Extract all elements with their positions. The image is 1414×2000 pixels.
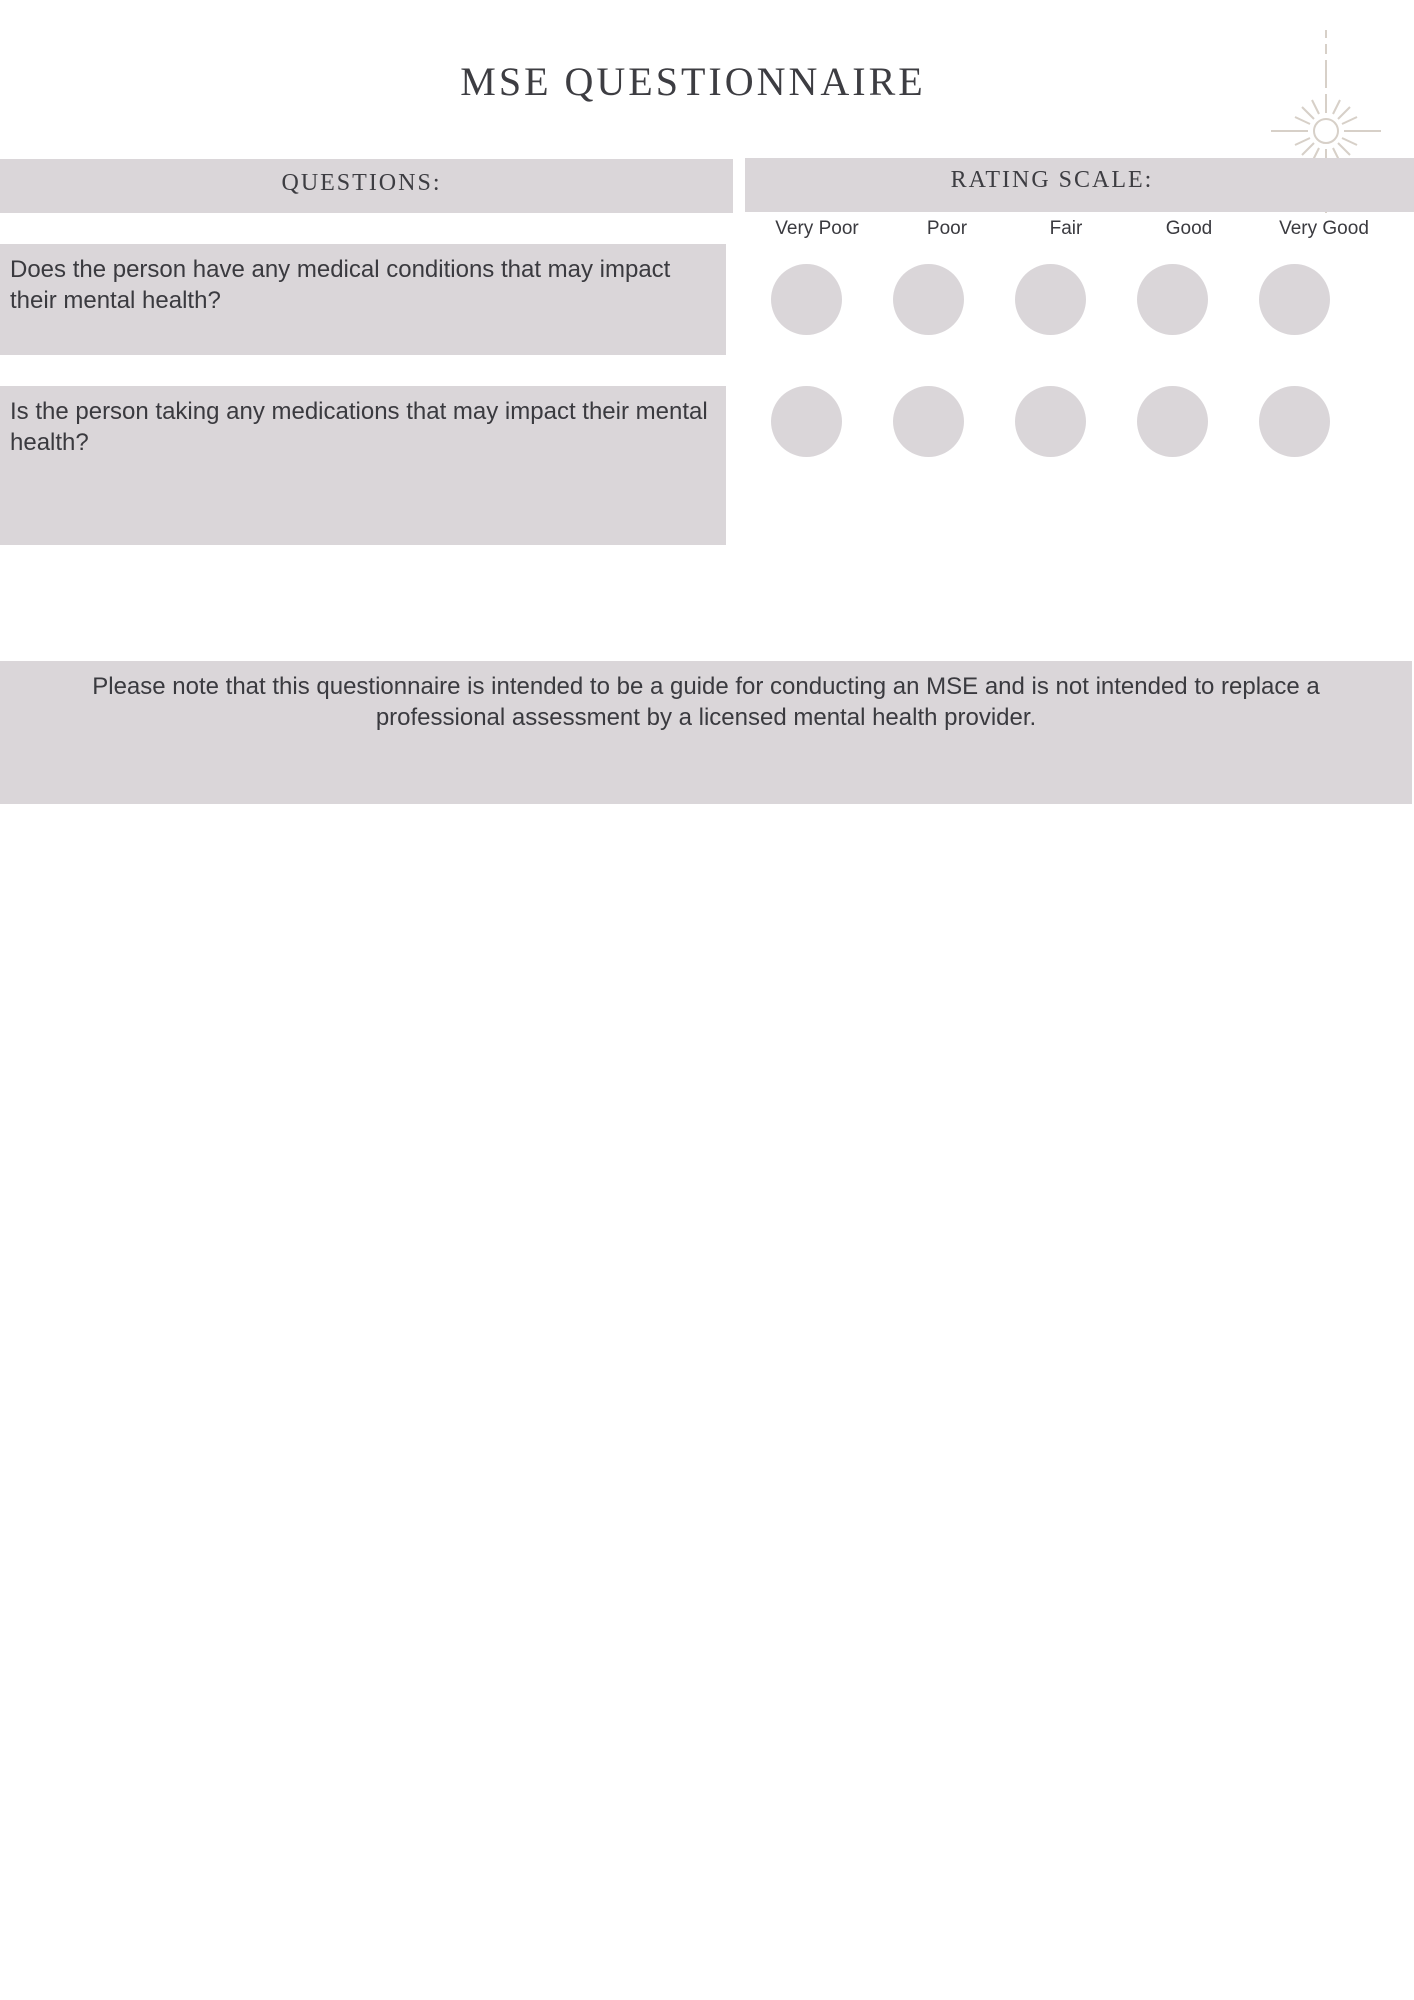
rating-header: RATING SCALE: <box>950 167 1154 193</box>
q1-rating-fair[interactable] <box>1015 264 1086 335</box>
q2-rating-fair[interactable] <box>1015 386 1086 457</box>
question-1 <box>0 244 726 355</box>
disclaimer-note <box>0 661 1412 804</box>
q1-rating-poor[interactable] <box>893 264 964 335</box>
q1-rating-very-poor[interactable] <box>771 264 842 335</box>
q1-rating-very-good[interactable] <box>1259 264 1330 335</box>
scale-label-very-good: Very Good <box>1279 218 1369 239</box>
q1-rating-good[interactable] <box>1137 264 1208 335</box>
questions-header: QUESTIONS: <box>281 170 442 196</box>
q2-rating-good[interactable] <box>1137 386 1208 457</box>
question-2 <box>0 386 726 545</box>
scale-label-good: Good <box>1165 218 1213 239</box>
disclaimer-text: Please note that this questionnaire is intended to be a guide for conducting an MSE and is not intended to replace a professional assessment by a licensed mental health provider. <box>92 673 1320 731</box>
question-2-text: Is the person taking any medications that may impact their mental health? <box>10 398 708 456</box>
q2-rating-very-poor[interactable] <box>771 386 842 457</box>
q2-rating-poor[interactable] <box>893 386 964 457</box>
question-1-text: Does the person have any medical conditions that may impact their mental health? <box>10 256 671 314</box>
scale-label-fair: Fair <box>1049 218 1083 239</box>
scale-label-very-poor: Very Poor <box>775 218 859 239</box>
q2-rating-very-good[interactable] <box>1259 386 1330 457</box>
scale-label-poor: Poor <box>926 218 968 239</box>
page-title: MSE QUESTIONNAIRE <box>460 59 926 104</box>
